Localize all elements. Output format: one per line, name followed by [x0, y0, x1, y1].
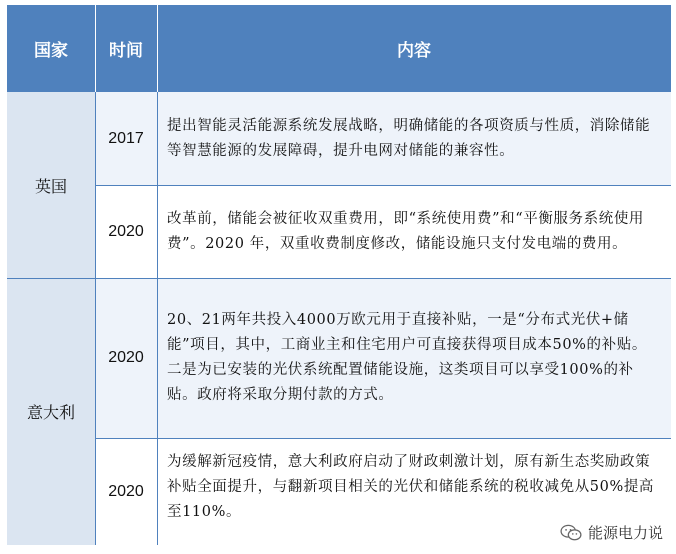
content-cell: 20、21两年共投入4000万欧元用于直接补贴，一是“分布式光伏+储能”项目，其中，工商业主和住宅用户可直接获得项目成本50%的补贴。二是为已安装的光伏系统配置储能设施，这类项目可以享受100%的补贴。政府将采取分期付款的方式。	[167, 312, 647, 403]
wechat-icon	[560, 524, 582, 542]
watermark	[557, 521, 666, 544]
header-time: 时间	[95, 5, 157, 92]
year-cell: 2017	[108, 129, 144, 147]
content-cell: 改革前，储能会被征收双重费用，即“系统使用费”和“平衡服务系统使用费”。2020 年，双重收费制度修改，储能设施只支付发电端的费用。	[167, 210, 645, 252]
watermark-label: 能源电力说	[587, 524, 663, 542]
policy-table	[7, 5, 671, 545]
year-cell: 2020	[108, 482, 144, 500]
header-content: 内容	[157, 5, 671, 92]
table-row	[95, 185, 671, 278]
year-cell: 2020	[108, 349, 144, 366]
year-cell: 2020	[108, 222, 144, 240]
table-row	[95, 278, 671, 438]
content-cell: 提出智能灵活能源系统发展战略，明确储能的各项资质与性质，消除储能等智慧能源的发展障碍，提升电网对储能的兼容性。	[167, 117, 651, 159]
country-cell-uk: 英国	[7, 92, 95, 278]
table-row	[95, 92, 671, 185]
header-country: 国家	[7, 5, 95, 92]
country-cell-italy: 意大利	[7, 278, 95, 545]
content-cell: 为缓解新冠疫情，意大利政府启动了财政刺激计划，原有新生态奖励政策补贴全面提升，与翻新项目相关的光伏和储能系统的税收减免从50%提高至110%。	[167, 454, 655, 520]
